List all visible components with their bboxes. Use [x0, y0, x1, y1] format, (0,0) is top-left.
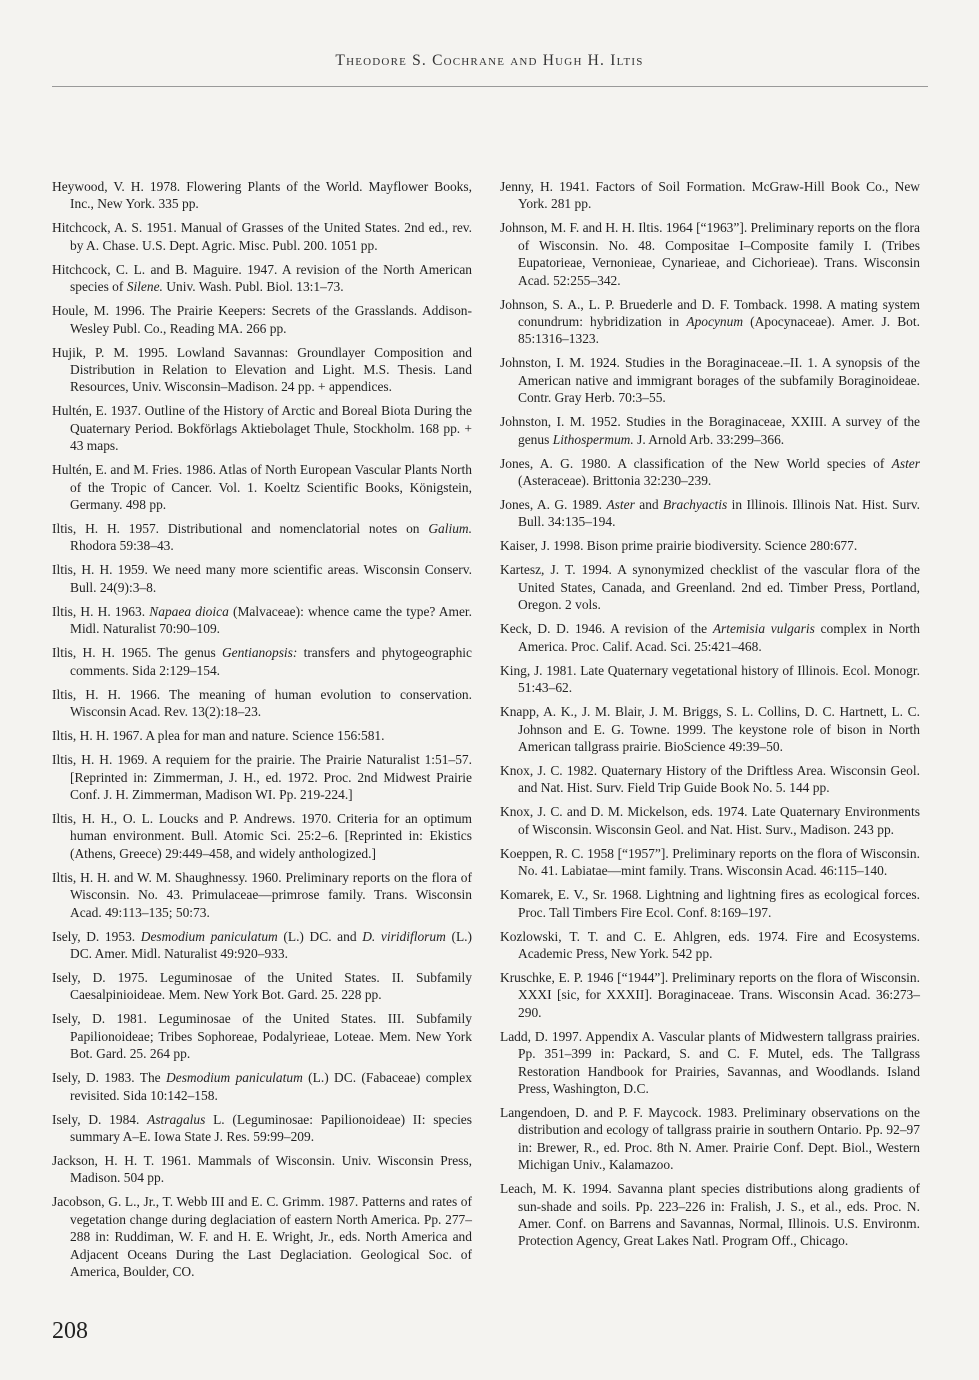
reference-entry — [500, 803, 920, 838]
reference-entry — [52, 1193, 472, 1280]
reference-entry — [500, 178, 920, 213]
reference-text: Heywood, V. H. 1978. Flowering Plants of the World. Mayflower Books, Inc., New York. 335 pp. — [52, 179, 472, 212]
reference-text: Isely, D. 1981. Leguminosae of the United States. III. Subfamily Papilionoideae; Tribes Sophoreae, Podalyrieae, Loteae. Mem. New York Bot. Gard. 25. 264 pp. — [52, 1011, 472, 1062]
reference-text: Iltis, H. H., O. L. Loucks and P. Andrews. 1970. Criteria for an optimum human environment. Bull. Atomic Sci. 25:2–6. [Reprinted in: Ekistics (Athens, Greece) 29:449–458, and widely anthologized.] — [52, 810, 472, 861]
reference-italic-text: Desmodium paniculatum — [166, 1070, 303, 1086]
reference-text: Iltis, H. H. 1957. Distributional and nomenclatorial notes on — [52, 521, 429, 537]
reference-entry — [500, 455, 920, 490]
reference-text: (Malvaceae): whence came the type? Amer. Midl. Naturalist 70:90–109. — [70, 603, 473, 637]
reference-entry — [52, 869, 472, 921]
reference-entry — [500, 219, 920, 289]
reference-text: Keck, D. D. 1946. A revision of the — [500, 621, 713, 637]
reference-italic-text: Gentianopsis: — [221, 645, 298, 661]
reference-text: Jenny, H. 1941. Factors of Soil Formation. McGraw-Hill Book Co., New York. 281 pp. — [500, 179, 920, 212]
reference-text: Jones, A. G. 1980. A classification of the New World species of — [500, 455, 892, 471]
reference-entry — [500, 1180, 920, 1250]
reference-italic-text: Silene. — [126, 279, 163, 295]
reference-entry — [52, 1111, 472, 1146]
left-reference-column — [52, 178, 472, 1287]
reference-text: (L.) DC. (Fabaceae) complex revisited. Sida 10:142–158. — [70, 1070, 472, 1103]
reference-text: and — [634, 497, 664, 513]
reference-entry — [500, 537, 920, 554]
reference-entry — [500, 703, 920, 755]
reference-entry — [500, 561, 920, 613]
reference-entry — [500, 1028, 920, 1098]
reference-entry — [52, 751, 472, 803]
reference-text: Langendoen, D. and P. F. Maycock. 1983. Preliminary observations on the distribution and ecology of tallgrass prairie in southern Ontario. Pp. 92–97 in: Brewer, R., ed. Proc. 8th N. Amer. Prairie Conf. Dept. Biol., Western Michigan Univ., Kalamazoo. — [500, 1104, 920, 1173]
reference-text: Iltis, H. H. 1969. A requiem for the prairie. The Prairie Naturalist 1:51–57. [Reprinted in: Zimmerman, J. H., ed. 1972. Proc. 2nd Midwest Prairie Conf. J. H. Zimmerman, Madison WI. Pp. 219-224.] — [52, 752, 472, 802]
reference-text: (L.) DC. and — [277, 928, 363, 944]
reference-entry — [500, 928, 920, 963]
reference-entry — [500, 662, 920, 697]
reference-text: Leach, M. K. 1994. Savanna plant species distributions along gradients of sun-shade and soils. Pp. 223–226 in: Fralish, J. S., et al., eds. Proc. N. Amer. Conf. on Barrens and Savannas, Normal, Illinois. U.S. Environm. Protection Agency, Great Lakes Natl. Program Off., Chicago. — [500, 1181, 920, 1249]
reference-text: Hitchcock, C. L. and B. Maguire. 1947. A revision of the North American species of — [52, 261, 472, 295]
reference-text: Univ. Wash. Publ. Biol. 13:1–73. — [162, 279, 344, 295]
reference-text: Jacobson, G. L., Jr., T. Webb III and E. C. Grimm. 1987. Patterns and rates of vegetation change during deglaciation of eastern North America. Pp. 277–288 in: Ruddiman, W. F. and H. E. Wright, Jr., eds. North America and Adjacent Oceans During the Last Deglaciation. Geological Soc. of America, Boulder, CO. — [52, 1194, 472, 1279]
reference-text: Isely, D. 1953. — [52, 928, 141, 944]
reference-entry — [52, 727, 472, 744]
running-head: Theodore S. Cochrane and Hugh H. Iltis — [335, 52, 644, 69]
reference-text: Kaiser, J. 1998. Bison prime prairie biodiversity. Science 280:677. — [500, 538, 858, 554]
reference-text: Isely, D. 1984. — [52, 1111, 148, 1127]
reference-italic-text: Apocynum — [686, 314, 744, 330]
reference-entry — [52, 1010, 472, 1062]
reference-entry — [52, 344, 472, 396]
reference-text: Jones, A. G. 1989. — [500, 497, 607, 513]
reference-text: Kartesz, J. T. 1994. A synonymized checklist of the vascular flora of the United States, Canada, and Greenland. 2nd ed. Timber Press, Portland, Oregon. 2 vols. — [500, 562, 920, 613]
reference-text: Ladd, D. 1997. Appendix A. Vascular plants of Midwestern tallgrass prairies. Pp. 351–399 in: Packard, S. and C. F. Mutel, eds. The Tallgrass Restoration Handbook for Prairies, Savannas, and Woodlands. Island Press, Washington, D.C. — [500, 1028, 920, 1096]
reference-entry — [500, 886, 920, 921]
reference-entry — [52, 644, 472, 679]
reference-text: Iltis, H. H. 1965. The genus — [52, 645, 222, 661]
reference-italic-text: Astragalus — [147, 1111, 206, 1127]
reference-text: Hitchcock, A. S. 1951. Manual of Grasses of the United States. 2nd ed., rev. by A. Chase. U.S. Dept. Agric. Misc. Publ. 200. 1051 pp. — [52, 220, 472, 253]
reference-text: Knox, J. C. and D. M. Mickelson, eds. 1974. Late Quaternary Environments of Wisconsin. Wisconsin Geol. and Nat. Hist. Surv., Madison. 243 pp. — [500, 804, 920, 837]
reference-text: Iltis, H. H. 1959. We need many more scientific areas. Wisconsin Conserv. Bull. 24(9):3–8. — [52, 562, 472, 595]
reference-italic-text: Artemisia vulgaris — [712, 621, 815, 637]
reference-entry — [500, 762, 920, 797]
reference-text: J. Arnold Arb. 33:299–366. — [633, 431, 785, 447]
reference-entry — [52, 402, 472, 454]
reference-text: Hultén, E. 1937. Outline of the History of Arctic and Boreal Biota During the Quaternary Period. Bokförlags Aktiebolaget Thule, Stockholm. 168 pp. + 43 maps. — [52, 403, 472, 454]
reference-entry — [500, 845, 920, 880]
reference-entry — [52, 603, 472, 638]
reference-text: Komarek, E. V., Sr. 1968. Lightning and lightning fires as ecological forces. Proc. Tall Timbers Fire Ecol. Conf. 8:169–197. — [500, 887, 920, 920]
reference-entry — [500, 969, 920, 1021]
reference-italic-text: Aster — [606, 497, 635, 513]
reference-entry — [500, 620, 920, 655]
reference-entry — [52, 461, 472, 513]
reference-text: Johnson, S. A., L. P. Bruederle and D. F. Tomback. 1998. A mating system conundrum: hybridization in — [500, 296, 920, 330]
reference-text: Isely, D. 1983. The — [52, 1070, 167, 1086]
reference-entry — [500, 413, 920, 448]
reference-text: (Apocynaceae). Amer. J. Bot. 85:1316–1323. — [518, 314, 920, 347]
reference-text: Iltis, H. H. and W. M. Shaughnessy. 1960. Preliminary reports on the flora of Wisconsin. No. 43. Primulaceae—primrose family. Trans. Wisconsin Acad. 49:113–135; 50:73. — [52, 869, 472, 920]
reference-entry — [52, 1152, 472, 1187]
reference-entry — [500, 496, 920, 531]
reference-entry — [52, 686, 472, 721]
reference-entry — [52, 261, 472, 296]
header-rule — [52, 86, 928, 87]
reference-text: (Asteraceae). Brittonia 32:230–239. — [518, 473, 712, 489]
reference-text: L. (Leguminosae: Papilionoideae) II: species summary A–E. Iowa State J. Res. 59:99–209. — [70, 1111, 472, 1144]
reference-italic-text: Brachyactis — [663, 497, 728, 513]
reference-entry — [52, 928, 472, 963]
reference-text: Johnson, M. F. and H. H. Iltis. 1964 [“1963”]. Preliminary reports on the flora of Wisconsin. No. 48. Compositae I–Composite family I. (Tribes Eupatorieae, Vernonieae, Cynarieae, and Cichorieae). Trans. Wisconsin Acad. 52:255–342. — [500, 220, 920, 288]
reference-entry — [500, 354, 920, 406]
reference-text: Isely, D. 1975. Leguminosae of the United States. II. Subfamily Caesalpinioideae. Mem. New York Bot. Gard. 25. 228 pp. — [52, 969, 472, 1003]
reference-text: Houle, M. 1996. The Prairie Keepers: Secrets of the Grasslands. Addison-Wesley Publ. Co., Reading MA. 266 pp. — [52, 303, 472, 336]
reference-entry — [52, 810, 472, 862]
reference-entry — [52, 561, 472, 596]
reference-text: Knox, J. C. 1982. Quaternary History of the Driftless Area. Wisconsin Geol. and Nat. Hist. Surv. Field Trip Guide Book No. 5. 144 pp. — [500, 762, 920, 796]
right-reference-column — [500, 178, 920, 1256]
reference-text: Johnston, I. M. 1924. Studies in the Boraginaceae.–II. 1. A synopsis of the American native and immigrant borages of the subfamily Boraginoideae. Contr. Gray Herb. 70:3–55. — [500, 355, 920, 406]
reference-text: Kruschke, E. P. 1946 [“1944”]. Preliminary reports on the flora of Wisconsin. XXXI [sic, for XXXII]. Boraginaceae. Trans. Wisconsin Acad. 36:273–290. — [500, 969, 920, 1020]
reference-text: Kozlowski, T. T. and C. E. Ahlgren, eds. 1974. Fire and Ecosystems. Academic Press, New York. 542 pp. — [500, 928, 920, 961]
reference-entry — [52, 969, 472, 1004]
reference-text: King, J. 1981. Late Quaternary vegetational history of Illinois. Ecol. Monogr. 51:43–62. — [500, 662, 920, 696]
reference-text: Rhodora 59:38–43. — [70, 538, 174, 554]
reference-italic-text: Galium. — [428, 521, 472, 537]
reference-text: complex in North America. Proc. Calif. Acad. Sci. 25:421–468. — [518, 621, 921, 654]
reference-entry — [52, 520, 472, 555]
reference-text: Iltis, H. H. 1967. A plea for man and nature. Science 156:581. — [52, 728, 385, 744]
reference-text: Johnston, I. M. 1952. Studies in the Boraginaceae, XXIII. A survey of the genus — [500, 414, 920, 447]
reference-italic-text: Lithospermum. — [552, 431, 634, 447]
reference-text: (L.) DC. Amer. Midl. Naturalist 49:920–933. — [70, 928, 472, 961]
reference-text: Koeppen, R. C. 1958 [“1957”]. Preliminary reports on the flora of Wisconsin. No. 41. Labiatae—mint family. Trans. Wisconsin Acad. 46:115–140. — [500, 845, 920, 879]
reference-entry — [52, 178, 472, 213]
reference-text: Hultén, E. and M. Fries. 1986. Atlas of North European Vascular Plants North of the Tropic of Cancer. Vol. 1. Koeltz Scientific Books, Königstein, Germany. 498 pp. — [52, 462, 472, 513]
reference-text: Hujik, P. M. 1995. Lowland Savannas: Groundlayer Composition and Distribution in Relation to Elevation and Light. M.S. Thesis. Land Resources, Univ. Wisconsin–Madison. 24 pp. + appendices. — [52, 344, 472, 395]
reference-text: Iltis, H. H. 1963. — [52, 603, 150, 619]
page-number: 208 — [52, 1318, 88, 1344]
reference-italic-text: Aster — [891, 455, 920, 471]
reference-italic-text: Desmodium paniculatum — [140, 928, 278, 944]
reference-entry — [500, 296, 920, 348]
reference-text: Iltis, H. H. 1966. The meaning of human evolution to conservation. Wisconsin Acad. Rev. 13(2):18–23. — [52, 686, 472, 720]
reference-entry — [52, 219, 472, 254]
reference-entry — [52, 1069, 472, 1104]
reference-text: in Illinois. Illinois Nat. Hist. Surv. Bull. 34:135–194. — [518, 497, 921, 530]
reference-entry — [52, 302, 472, 337]
reference-text: Knapp, A. K., J. M. Blair, J. M. Briggs, S. L. Collins, D. C. Hartnett, L. C. Johnson and E. G. Towne. 1999. The keystone role of bison in North American tallgrass prairie. BioScience 49:39–50. — [500, 704, 920, 754]
reference-italic-text: D. viridiflorum — [362, 928, 446, 944]
reference-text: Jackson, H. H. T. 1961. Mammals of Wisconsin. Univ. Wisconsin Press, Madison. 504 pp. — [52, 1152, 472, 1186]
reference-entry — [500, 1104, 920, 1174]
reference-italic-text: Napaea dioica — [149, 603, 229, 619]
reference-text: transfers and phytogeographic comments. Sida 2:129–154. — [70, 645, 473, 678]
